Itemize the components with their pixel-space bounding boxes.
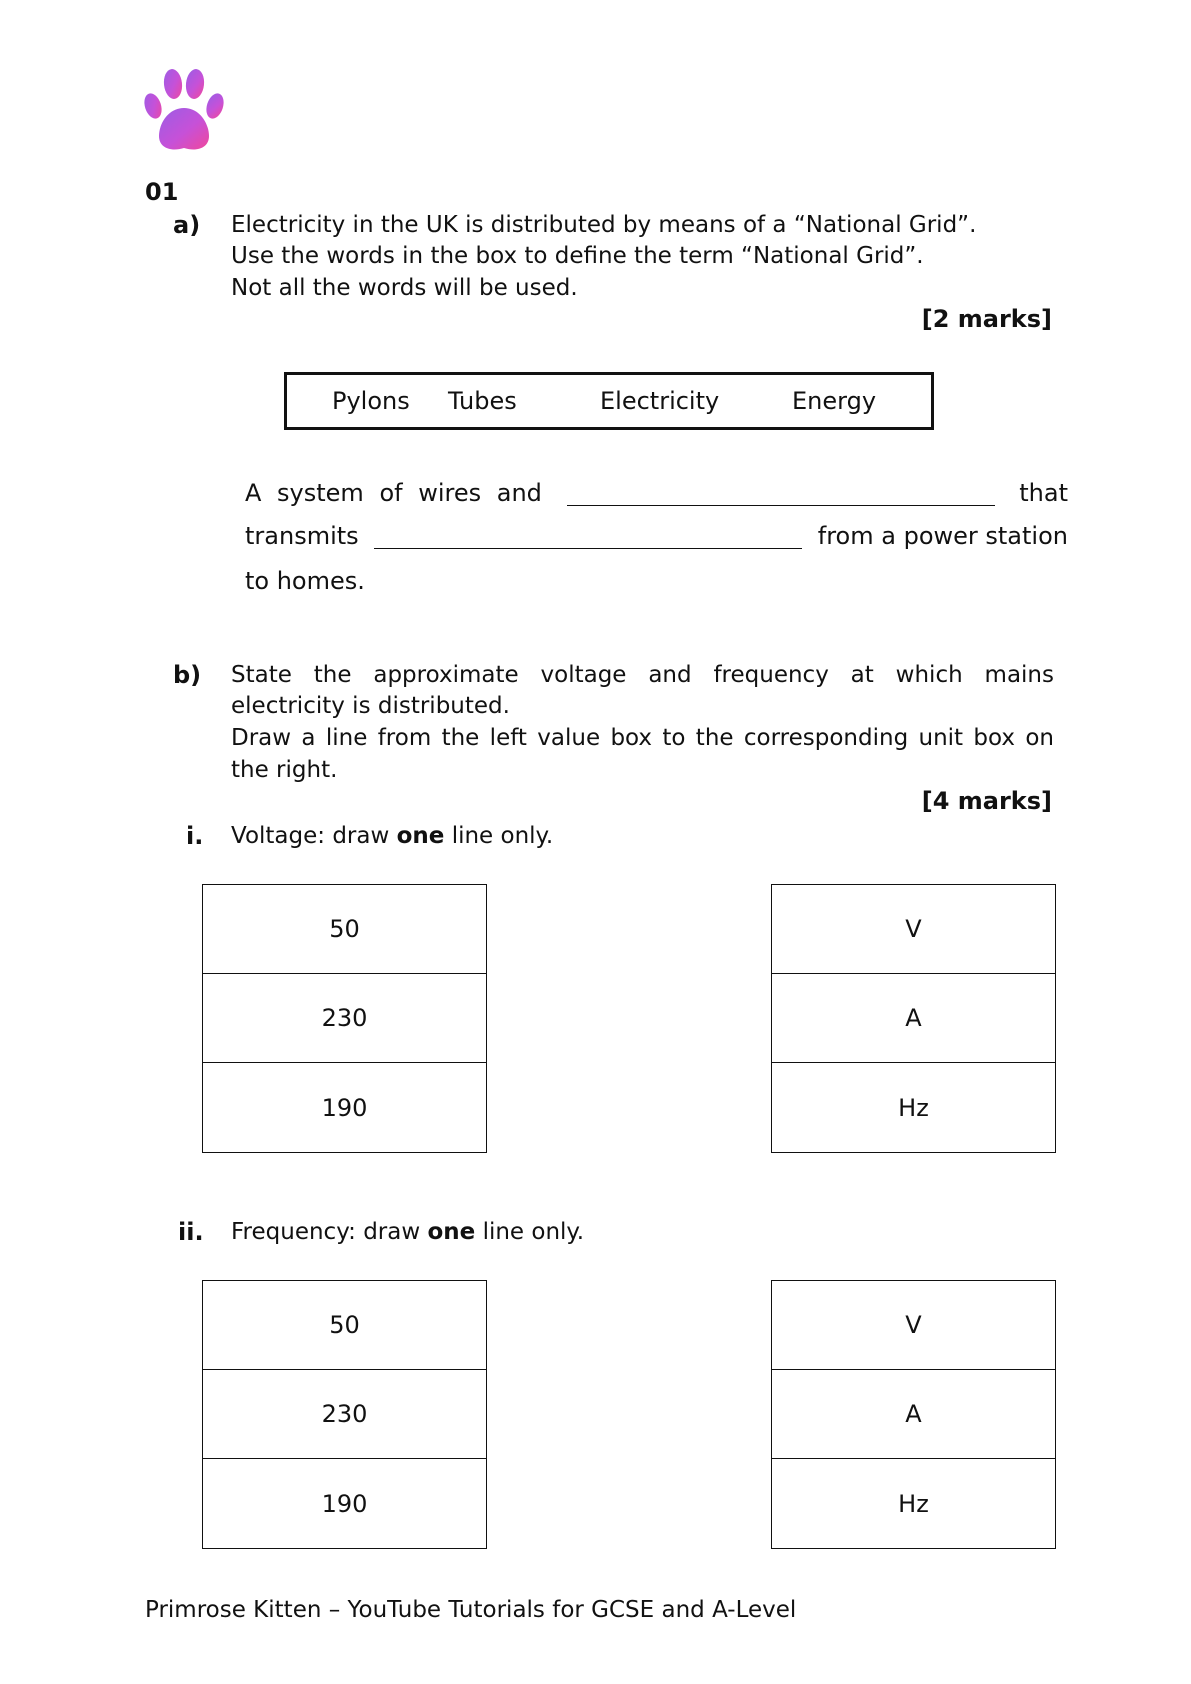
sentence-line-2-start: transmits — [245, 522, 359, 550]
word-energy: Energy — [792, 387, 877, 415]
part-a-line-2: Use the words in the box to define the term “National Grid”. — [231, 243, 924, 269]
sub-ii-value-box[interactable]: 230 — [203, 1370, 486, 1459]
sub-i-unit-box[interactable]: V — [772, 885, 1055, 974]
sub-i-value-column — [202, 884, 487, 1153]
sub-ii-unit-box[interactable]: Hz — [898, 1489, 929, 1518]
part-a-label: a) — [173, 211, 201, 239]
sub-i-value-box[interactable]: 190 — [321, 1093, 368, 1122]
sub-i-instruction — [231, 821, 553, 852]
sub-i-unit-column — [771, 884, 1056, 1153]
sub-i-value-box[interactable]: 230 — [203, 974, 486, 1063]
part-b-line-2: electricity is distributed. — [231, 693, 510, 719]
sub-ii-label: ii. — [178, 1218, 204, 1246]
part-a-line-1: Electricity in the UK is distributed by means of a “National Grid”. — [231, 212, 977, 238]
sub-ii-emphasis: one — [427, 1219, 476, 1245]
sub-ii-text-after: line only. — [475, 1219, 585, 1245]
sub-ii-unit-column — [771, 1280, 1056, 1549]
sub-i-unit-box[interactable]: Hz — [898, 1093, 929, 1122]
sub-ii-text-before: Frequency: draw — [231, 1219, 428, 1245]
part-b-line-3: Draw a line from the left value box to the corresponding unit box on — [231, 725, 1054, 751]
footer: Primrose Kitten – YouTube Tutorials for GCSE and A-Level — [145, 1597, 797, 1623]
sub-ii-value-column — [202, 1280, 487, 1549]
sentence-line-2-end: from a power station — [817, 522, 1068, 550]
part-b-marks: [4 marks] — [921, 787, 1052, 815]
answer-blank-1[interactable] — [567, 479, 995, 506]
sub-ii-unit-box[interactable]: A — [772, 1370, 1055, 1459]
paw-print-icon — [143, 68, 225, 154]
answer-blank-2[interactable] — [374, 522, 802, 549]
sub-i-emphasis: one — [396, 823, 445, 849]
word-electricity: Electricity — [600, 387, 720, 415]
part-b-line-1: State the approximate voltage and frequency at which mains — [231, 662, 1054, 688]
sub-i-text-after: line only. — [444, 823, 554, 849]
sentence-line-3: to homes. — [245, 567, 365, 595]
sub-ii-unit-box[interactable]: V — [772, 1281, 1055, 1370]
sentence-line-1-end: that — [1019, 479, 1068, 507]
word-pylons: Pylons — [332, 387, 410, 415]
sentence-line-1 — [245, 479, 1068, 507]
word-box — [284, 372, 934, 430]
sub-i-value-box[interactable]: 50 — [203, 885, 486, 974]
sentence-line-1-start: A system of wires and — [245, 479, 542, 507]
sub-ii-instruction — [231, 1217, 584, 1248]
sub-ii-value-box[interactable]: 190 — [321, 1489, 368, 1518]
part-a-marks: [2 marks] — [921, 305, 1052, 333]
sentence-line-2 — [245, 522, 1068, 550]
part-a-line-3: Not all the words will be used. — [231, 275, 578, 301]
part-b-label: b) — [173, 661, 202, 689]
question-number: 01 — [145, 178, 179, 206]
part-b-line-4: the right. — [231, 757, 338, 783]
sub-i-unit-box[interactable]: A — [772, 974, 1055, 1063]
sub-i-label: i. — [186, 822, 204, 850]
sub-i-text-before: Voltage: draw — [231, 823, 397, 849]
word-tubes: Tubes — [448, 387, 517, 415]
sub-ii-value-box[interactable]: 50 — [203, 1281, 486, 1370]
